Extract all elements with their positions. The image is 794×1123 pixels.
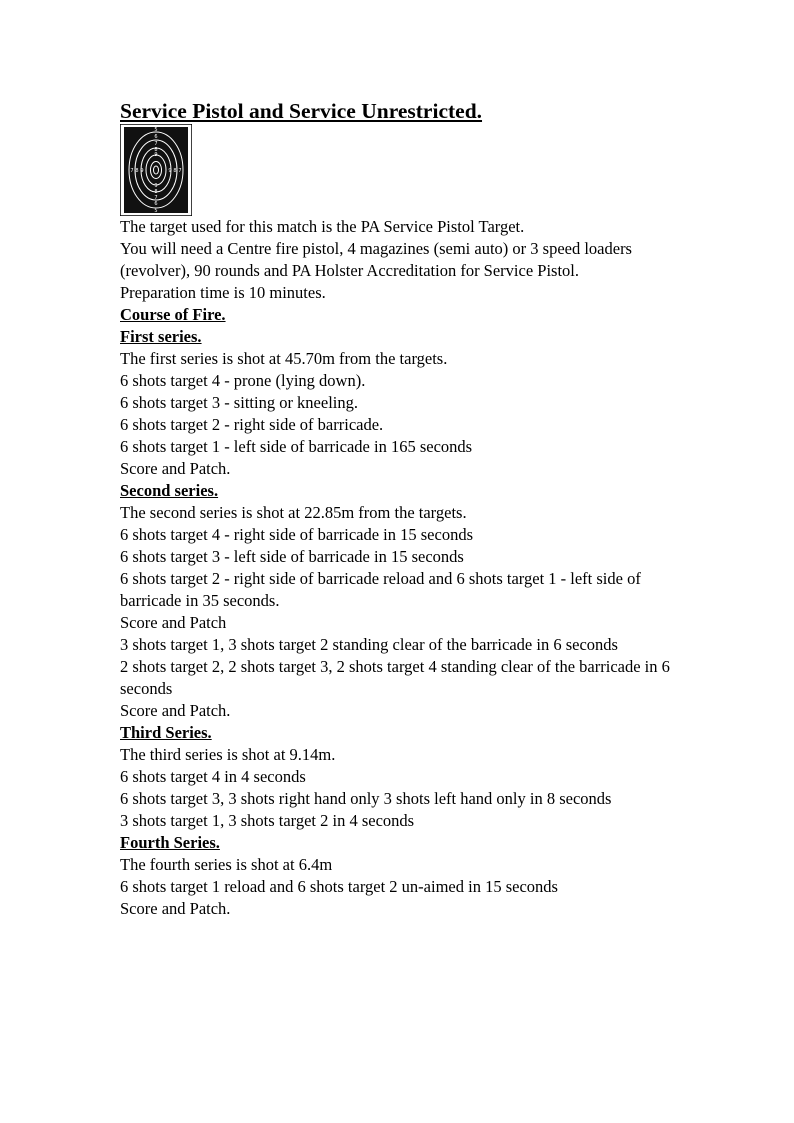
target-ring-number: 9 xyxy=(168,168,172,174)
target-ring-number: 9 xyxy=(154,152,158,158)
target-ring-number: 9 xyxy=(154,183,158,189)
target-ring-number: 8 xyxy=(154,189,158,195)
target-ring-number: 6 xyxy=(154,201,158,207)
body-line: 6 shots target 4 - prone (lying down). xyxy=(120,371,366,390)
body-line: 6 shots target 2 - right side of barricade reload and 6 shots target 1 - left side of barricade in 35 seconds. xyxy=(120,569,641,610)
body-line: 6 shots target 2 - right side of barricade. xyxy=(120,415,384,434)
body-line: The first series is shot at 45.70m from the targets. xyxy=(120,349,448,368)
body-line: You will need a Centre fire pistol, 4 magazines (semi auto) or 3 speed loaders (revolver), 90 rounds and PA Holster Accreditation for Service Pistol. xyxy=(120,239,632,280)
section-heading: Second series. xyxy=(120,481,219,500)
body-line: Score and Patch. xyxy=(120,459,231,478)
body-line: 6 shots target 4 - right side of barricade in 15 seconds xyxy=(120,525,473,544)
body-line: 6 shots target 1 reload and 6 shots target 2 un-aimed in 15 seconds xyxy=(120,877,558,896)
body-line: Score and Patch. xyxy=(120,701,231,720)
section-heading: Fourth Series. xyxy=(120,833,220,852)
section-heading: First series. xyxy=(120,327,202,346)
body-line: The second series is shot at 22.85m from the targets. xyxy=(120,503,467,522)
body-line: 3 shots target 1, 3 shots target 2 standing clear of the barricade in 6 seconds xyxy=(120,635,618,654)
target-ring-number: 8 xyxy=(154,147,158,153)
body-line: Score and Patch xyxy=(120,613,227,632)
target-ring-number: 7 xyxy=(154,195,158,201)
section-heading: Course of Fire. xyxy=(120,305,226,324)
body-line: The target used for this match is the PA Service Pistol Target. xyxy=(120,217,525,236)
document-body xyxy=(120,216,680,920)
body-line: 6 shots target 1 - left side of barricade in 165 seconds xyxy=(120,437,473,456)
body-line: 3 shots target 1, 3 shots target 2 in 4 seconds xyxy=(120,811,415,830)
target-ring-number: 5 xyxy=(154,208,158,214)
body-line: 6 shots target 3, 3 shots right hand only 3 shots left hand only in 8 seconds xyxy=(120,789,612,808)
section-heading: Third Series. xyxy=(120,723,212,742)
body-line: Score and Patch. xyxy=(120,899,231,918)
body-line: 6 shots target 4 in 4 seconds xyxy=(120,767,306,786)
target-ring-number: 7 xyxy=(130,168,134,174)
document-page xyxy=(120,98,680,920)
body-line: The third series is shot at 9.14m. xyxy=(120,745,336,764)
body-line: The fourth series is shot at 6.4m xyxy=(120,855,333,874)
target-ring-number: 9 xyxy=(140,168,144,174)
body-line: 2 shots target 2, 2 shots target 3, 2 shots target 4 standing clear of the barricade in 6 seconds xyxy=(120,657,670,698)
target-ring-number: 6 xyxy=(154,134,158,140)
target-ring-number: 8 xyxy=(135,168,139,174)
target-ring-number: 8 xyxy=(173,168,177,174)
body-line: Preparation time is 10 minutes. xyxy=(120,283,326,302)
target-ring-number: 7 xyxy=(154,141,158,147)
document-title: Service Pistol and Service Unrestricted. xyxy=(120,99,483,123)
body-line: 6 shots target 3 - left side of barricade in 15 seconds xyxy=(120,547,464,566)
service-pistol-target-icon xyxy=(120,124,192,216)
body-line: 6 shots target 3 - sitting or kneeling. xyxy=(120,393,359,412)
target-ring-number: 5 xyxy=(154,127,158,133)
target-ring-number: 7 xyxy=(178,168,182,174)
